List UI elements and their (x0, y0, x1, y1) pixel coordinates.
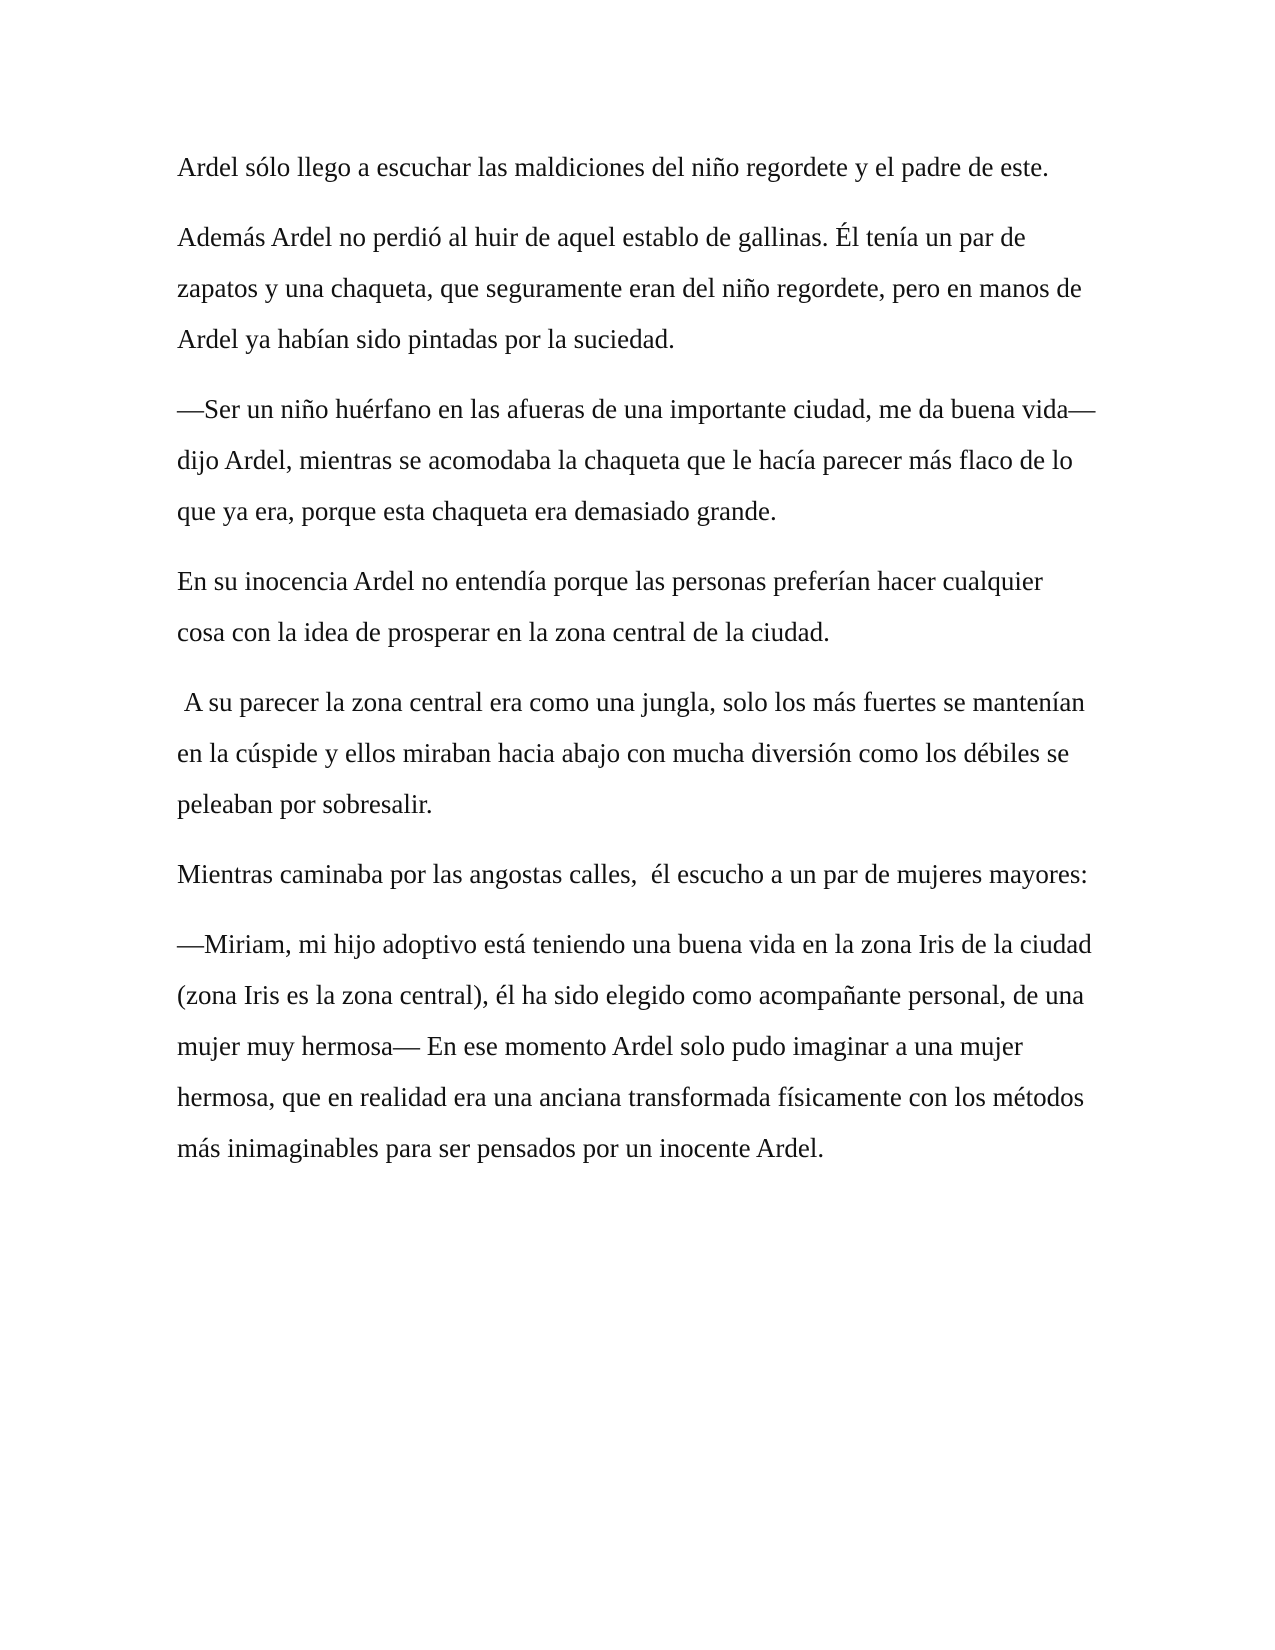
paragraph-2: Además Ardel no perdió al huir de aquel establo de gallinas. Él tenía un par de zapatos y una chaqueta, que seguramente eran del niño regordete, pero en manos de Ardel ya habían sido pintadas por la suciedad. (177, 222, 1088, 354)
paragraph-5: A su parecer la zona central era como una jungla, solo los más fuertes se mantenían en la cúspide y ellos miraban hacia abajo con mucha diversión como los débiles se peleaban por sobresalir. (177, 687, 1092, 819)
document-body (177, 142, 1103, 1193)
paragraph-4: En su inocencia Ardel no entendía porque las personas preferían hacer cualquier cosa con la idea de prosperar en la zona central de la ciudad. (177, 566, 1050, 647)
paragraph-7: —Miriam, mi hijo adoptivo está teniendo una buena vida en la zona Iris de la ciudad (zona Iris es la zona central), él ha sido elegido como acompañante personal, de una mujer muy hermosa— En ese momento Ardel solo pudo imaginar a una mujer hermosa, que en realidad era una anciana transformada físicamente con los métodos más inimaginables para ser pensados por un inocente Ardel. (177, 929, 1099, 1163)
paragraph-6: Mientras caminaba por las angostas calles, él escucho a un par de mujeres mayores: (177, 859, 1088, 889)
paragraph-1: Ardel sólo llego a escuchar las maldiciones del niño regordete y el padre de este. (177, 152, 1049, 182)
paragraph-3: —Ser un niño huérfano en las afueras de una importante ciudad, me da buena vida— dijo Ardel, mientras se acomodaba la chaqueta que le hacía parecer más flaco de lo que ya era, porque esta chaqueta era demasiado grande. (177, 394, 1103, 526)
